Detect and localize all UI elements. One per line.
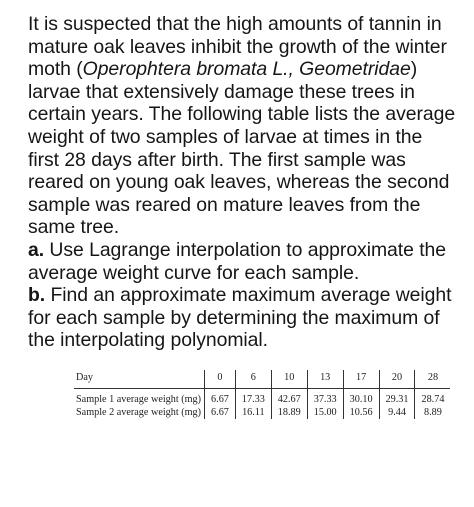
table-cell: 16.11 (235, 406, 271, 419)
species-name: Operophtera bromata L., Geometridae (82, 58, 411, 81)
table-cell: 6.67 (205, 406, 236, 419)
day-header-cell: 6 (235, 370, 271, 389)
row-label: Sample 2 average weight (mg) (76, 407, 202, 418)
day-header-cell: 20 (379, 370, 415, 389)
table-cell: 6.67 (205, 389, 236, 407)
part-a-letter: a. (28, 238, 45, 261)
table-cell: 18.89 (271, 406, 307, 419)
part-b-text: Find an approximate maximum average weight for each sample by determining the maximum of the interpolating polynomial. (28, 284, 452, 352)
row-label: Sample 1 average weight (mg) (76, 394, 202, 405)
day-header-cell: 13 (307, 370, 343, 389)
table-cell: 15.00 (307, 406, 343, 419)
table-header-row (74, 370, 450, 389)
intro-text-before-species: It is suspected that the high amounts of tannin in mature oak leaves inhibit the growth of the winter moth ( (28, 13, 447, 81)
day-header-label: Day (74, 370, 205, 389)
table-cell: 17.33 (235, 389, 271, 407)
table-row (74, 389, 450, 407)
table-cell: 8.89 (415, 406, 450, 419)
day-header-cell: 17 (343, 370, 379, 389)
table-cell: 29.31 (379, 389, 415, 407)
table-cell: 30.10 (343, 389, 379, 407)
part-b-letter: b. (28, 284, 46, 307)
day-header-cell: 10 (271, 370, 307, 389)
day-header-cell: 28 (415, 370, 450, 389)
table-row (74, 406, 450, 419)
problem-statement (28, 13, 458, 352)
table-cell: 9.44 (379, 406, 415, 419)
table-cell: 10.56 (343, 406, 379, 419)
table-cell: 42.67 (271, 389, 307, 407)
part-b (28, 284, 458, 352)
part-a-text: Use Lagrange interpolation to approximate the average weight curve for each sample. (28, 238, 447, 284)
table-cell: 28.74 (415, 389, 450, 407)
part-a (28, 239, 458, 284)
day-header-cell: 0 (205, 370, 236, 389)
table-cell: 37.33 (307, 389, 343, 407)
larvae-weight-table (74, 370, 450, 419)
intro-text-after-species: ) larvae that extensively damage these trees in certain years. The following table lists the average weight of two samples of larvae at times in the first 28 days after birth. The first sample was reared on young oak leaves, whereas the second sample was reared on mature leaves from the same tree. (28, 58, 456, 239)
problem-intro (28, 13, 458, 239)
